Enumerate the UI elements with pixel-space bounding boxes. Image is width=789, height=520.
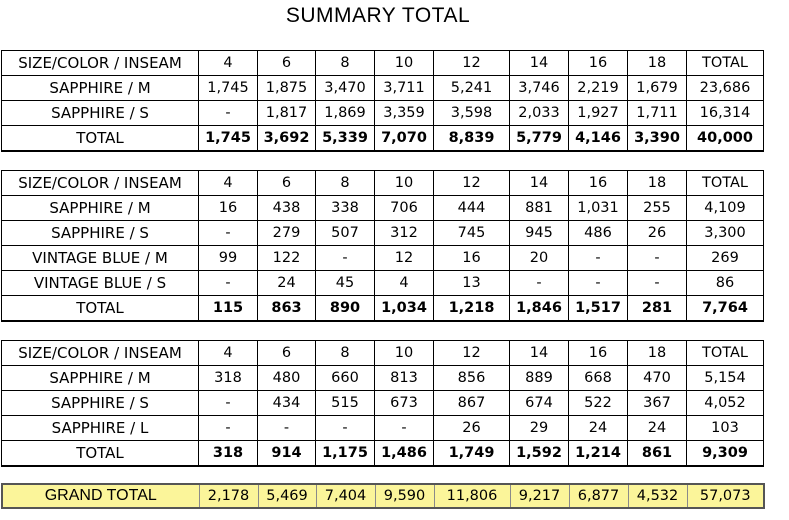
table-cell: 1,031	[569, 196, 628, 221]
column-header: 10	[375, 171, 434, 196]
table-cell: 1,846	[510, 296, 569, 322]
table-row	[2, 101, 764, 126]
table-cell: 3,711	[375, 76, 434, 101]
column-header: 6	[258, 341, 316, 366]
table-cell: 23,686	[687, 76, 764, 101]
table-cell: 4,052	[687, 391, 764, 416]
table-cell: 863	[258, 296, 316, 322]
table-cell: 867	[434, 391, 510, 416]
table-cell: 1,517	[569, 296, 628, 322]
table-cell: 4,146	[569, 126, 628, 152]
table-cell: 438	[258, 196, 316, 221]
table-cell: 115	[199, 296, 258, 322]
table-cell: 20	[510, 246, 569, 271]
column-header: TOTAL	[687, 341, 764, 366]
table-cell: 11,806	[434, 484, 510, 508]
table-cell: 13	[434, 271, 510, 296]
table-cell: 4,532	[628, 484, 687, 508]
table-cell: 40,000	[687, 126, 764, 152]
table-cell: 29	[510, 416, 569, 441]
table-cell: 890	[316, 296, 375, 322]
table-cell: 889	[510, 366, 569, 391]
table-cell: 45	[316, 271, 375, 296]
column-header: 14	[510, 51, 569, 76]
table-cell: 507	[316, 221, 375, 246]
table-cell: 2,033	[510, 101, 569, 126]
table-cell: 318	[199, 441, 258, 467]
table-cell: 668	[569, 366, 628, 391]
summary-table-3	[1, 340, 764, 467]
row-label: GRAND TOTAL	[2, 484, 199, 508]
table-cell: 7,404	[316, 484, 375, 508]
table-cell: 6,877	[569, 484, 628, 508]
table-cell: 856	[434, 366, 510, 391]
table-cell: 9,309	[687, 441, 764, 467]
table-cell: 7,764	[687, 296, 764, 322]
table-cell: 86	[687, 271, 764, 296]
table-row	[2, 246, 764, 271]
column-header: 4	[199, 51, 258, 76]
column-header: 16	[569, 171, 628, 196]
table-cell: 1,749	[434, 441, 510, 467]
table-cell: 367	[628, 391, 687, 416]
table-cell: -	[258, 416, 316, 441]
row-label: SAPPHIRE / M	[2, 76, 199, 101]
table-cell: 3,359	[375, 101, 434, 126]
table-cell: 1,214	[569, 441, 628, 467]
table-cell: 486	[569, 221, 628, 246]
row-label: TOTAL	[2, 296, 199, 322]
table-cell: 255	[628, 196, 687, 221]
row-label: SAPPHIRE / M	[2, 366, 199, 391]
table-cell: 4,109	[687, 196, 764, 221]
table-cell: 1,034	[375, 296, 434, 322]
table-cell: 2,219	[569, 76, 628, 101]
row-label: SAPPHIRE / S	[2, 221, 199, 246]
table-cell: 881	[510, 196, 569, 221]
table-cell: 5,469	[258, 484, 316, 508]
table-cell: 1,817	[258, 101, 316, 126]
table-cell: 660	[316, 366, 375, 391]
table-cell: 338	[316, 196, 375, 221]
table-row	[2, 391, 764, 416]
column-header: 4	[199, 341, 258, 366]
grand-total-row	[2, 484, 764, 508]
page-title: SUMMARY TOTAL	[285, 4, 471, 27]
table-cell: 1,218	[434, 296, 510, 322]
column-header-label: SIZE/COLOR / INSEAM	[2, 171, 199, 196]
table-cell: 1,745	[199, 76, 258, 101]
table-cell: -	[199, 101, 258, 126]
table-cell: 7,070	[375, 126, 434, 152]
table-cell: 16,314	[687, 101, 764, 126]
table-cell: 1,486	[375, 441, 434, 467]
table-cell: 57,073	[687, 484, 764, 508]
column-header: 8	[316, 341, 375, 366]
table-cell: 1,592	[510, 441, 569, 467]
table-cell: -	[569, 271, 628, 296]
table-cell: 312	[375, 221, 434, 246]
row-label: TOTAL	[2, 441, 199, 467]
table-cell: 26	[434, 416, 510, 441]
summary-table-1	[1, 50, 764, 152]
summary-table-2	[1, 170, 764, 322]
row-label: VINTAGE BLUE / S	[2, 271, 199, 296]
column-header: TOTAL	[687, 171, 764, 196]
table-cell: 24	[258, 271, 316, 296]
table-cell: 1,875	[258, 76, 316, 101]
header-row	[2, 341, 764, 366]
header-row	[2, 51, 764, 76]
row-label: SAPPHIRE / S	[2, 101, 199, 126]
table-row	[2, 221, 764, 246]
table-cell: 480	[258, 366, 316, 391]
column-header: 6	[258, 51, 316, 76]
column-header: 12	[434, 51, 510, 76]
column-header: 8	[316, 51, 375, 76]
table-cell: -	[510, 271, 569, 296]
table-cell: 673	[375, 391, 434, 416]
table-cell: 24	[628, 416, 687, 441]
row-label: SAPPHIRE / M	[2, 196, 199, 221]
table-cell: 279	[258, 221, 316, 246]
table-cell: 3,692	[258, 126, 316, 152]
table-cell: 1,679	[628, 76, 687, 101]
table-row	[2, 366, 764, 391]
row-label: SAPPHIRE / S	[2, 391, 199, 416]
table-cell: -	[628, 271, 687, 296]
table-cell: 444	[434, 196, 510, 221]
table-cell: 945	[510, 221, 569, 246]
table-cell: 8,839	[434, 126, 510, 152]
table-cell: -	[316, 246, 375, 271]
total-row	[2, 441, 764, 467]
table-cell: 5,779	[510, 126, 569, 152]
table-cell: -	[316, 416, 375, 441]
table-cell: -	[569, 246, 628, 271]
column-header: TOTAL	[687, 51, 764, 76]
column-header: 16	[569, 51, 628, 76]
table-cell: 103	[687, 416, 764, 441]
table-row	[2, 76, 764, 101]
column-header: 18	[628, 171, 687, 196]
table-cell: 318	[199, 366, 258, 391]
table-cell: 99	[199, 246, 258, 271]
table-cell: 914	[258, 441, 316, 467]
table-cell: 1,711	[628, 101, 687, 126]
table-cell: 434	[258, 391, 316, 416]
column-header: 12	[434, 171, 510, 196]
table-cell: 3,300	[687, 221, 764, 246]
table-cell: -	[199, 416, 258, 441]
table-row	[2, 271, 764, 296]
table-cell: 26	[628, 221, 687, 246]
column-header: 18	[628, 51, 687, 76]
table-cell: 522	[569, 391, 628, 416]
table-cell: 3,598	[434, 101, 510, 126]
table-cell: -	[199, 391, 258, 416]
table-cell: 3,746	[510, 76, 569, 101]
total-row	[2, 296, 764, 322]
table-cell: 3,390	[628, 126, 687, 152]
table-cell: 1,869	[316, 101, 375, 126]
table-cell: 122	[258, 246, 316, 271]
column-header: 16	[569, 341, 628, 366]
table-cell: 861	[628, 441, 687, 467]
column-header-label: SIZE/COLOR / INSEAM	[2, 51, 199, 76]
table-row	[2, 196, 764, 221]
table-cell: 24	[569, 416, 628, 441]
table-cell: 674	[510, 391, 569, 416]
table-row	[2, 416, 764, 441]
table-cell: 9,590	[375, 484, 434, 508]
total-row	[2, 126, 764, 152]
column-header-label: SIZE/COLOR / INSEAM	[2, 341, 199, 366]
table-cell: 2,178	[199, 484, 258, 508]
column-header: 8	[316, 171, 375, 196]
table-cell: 813	[375, 366, 434, 391]
column-header: 14	[510, 171, 569, 196]
table-cell: 1,745	[199, 126, 258, 152]
table-cell: 745	[434, 221, 510, 246]
column-header: 10	[375, 341, 434, 366]
column-header: 18	[628, 341, 687, 366]
table-cell: -	[628, 246, 687, 271]
column-header: 12	[434, 341, 510, 366]
table-cell: 1,175	[316, 441, 375, 467]
grand-total-table	[1, 483, 765, 509]
table-cell: 515	[316, 391, 375, 416]
row-label: VINTAGE BLUE / M	[2, 246, 199, 271]
row-label: TOTAL	[2, 126, 199, 152]
row-label: SAPPHIRE / L	[2, 416, 199, 441]
table-cell: 3,470	[316, 76, 375, 101]
table-cell: -	[199, 271, 258, 296]
table-cell: 706	[375, 196, 434, 221]
table-cell: 5,241	[434, 76, 510, 101]
table-cell: 16	[434, 246, 510, 271]
column-header: 4	[199, 171, 258, 196]
column-header: 6	[258, 171, 316, 196]
table-cell: 12	[375, 246, 434, 271]
header-row	[2, 171, 764, 196]
column-header: 14	[510, 341, 569, 366]
column-header: 10	[375, 51, 434, 76]
table-cell: 269	[687, 246, 764, 271]
table-cell: 5,339	[316, 126, 375, 152]
table-cell: 281	[628, 296, 687, 322]
table-cell: 5,154	[687, 366, 764, 391]
table-cell: 4	[375, 271, 434, 296]
table-cell: 16	[199, 196, 258, 221]
table-cell: 1,927	[569, 101, 628, 126]
table-cell: -	[375, 416, 434, 441]
table-cell: 470	[628, 366, 687, 391]
table-cell: 9,217	[510, 484, 569, 508]
table-cell: -	[199, 221, 258, 246]
